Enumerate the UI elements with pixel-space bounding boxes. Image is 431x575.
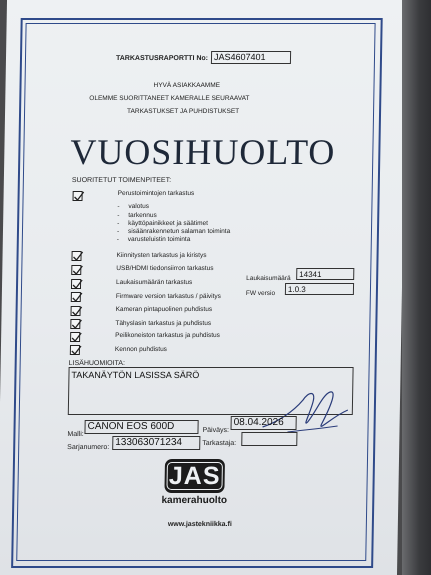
basic-sub-dash-2: -	[117, 212, 120, 219]
basic-sub-dash-1: -	[117, 203, 120, 210]
shutter-count-label: Laukaisumäärä	[246, 275, 291, 282]
inspector-label: Tarkastaja:	[202, 440, 237, 447]
intro-line-1: HYVÄ ASIAKKAAMME	[153, 82, 221, 89]
check-label-4: Firmware version tarkastus / päivitys	[115, 293, 222, 300]
checkbox-check-6	[70, 319, 80, 329]
check-label-1: Kiinnitysten tarkastus ja kiristys	[116, 252, 207, 259]
checkbox-check-5	[71, 306, 81, 316]
logo-text: JAS	[168, 462, 221, 490]
check-icon	[70, 331, 83, 344]
basic-sub-dash-3: -	[117, 220, 120, 227]
check-label-8: Kennon puhdistus	[114, 346, 168, 353]
basic-sub-2: tarkennus	[128, 212, 157, 219]
checkbox-check-2	[71, 265, 81, 275]
check-icon	[70, 305, 83, 318]
check-label-5: Kameran pintapuolinen puhdistus	[115, 306, 213, 313]
check-icon	[72, 190, 85, 203]
model-field: CANON EOS 600D	[84, 420, 198, 434]
check-icon	[71, 264, 84, 277]
shutter-count-field: 14341	[296, 268, 354, 280]
measures-heading: SUORITETUT TOIMENPITEET:	[71, 177, 172, 184]
basic-sub-3: käyttöpainikkeet ja säätimet	[128, 220, 209, 227]
check-label-3: Laukaisumäärän tarkastus	[116, 279, 193, 286]
check-label-6: Tähyslasin tarkastus ja puhdistus	[115, 320, 212, 327]
checkbox-check-4	[71, 292, 81, 302]
basic-check-label: Perustoimintojen tarkastus	[117, 190, 195, 197]
checkbox-basic	[73, 191, 83, 201]
model-label: Malli:	[67, 431, 84, 438]
basic-sub-4: sisäänrakennetun salaman toiminta	[127, 228, 231, 235]
check-label-2: USB/HDMI tiedonsiirron tarkastus	[116, 265, 214, 272]
basic-sub-1: valotus	[128, 203, 150, 210]
inspector-field	[241, 432, 297, 446]
logo-subtext: kamerahuolto	[161, 495, 228, 506]
basic-sub-dash-5: -	[116, 236, 120, 243]
fw-version-label: FW versio	[245, 290, 276, 297]
basic-sub-5: varusteluistin toiminta	[127, 236, 191, 243]
background-surface	[402, 0, 431, 575]
notes-label: LISÄHUOMIOITA:	[68, 360, 126, 367]
check-icon	[71, 278, 84, 291]
intro-line-2: OLEMME SUORITTANEET KAMERALLE SEURAAVAT	[89, 95, 250, 102]
check-icon	[70, 318, 83, 331]
jas-logo	[158, 459, 229, 509]
report-number-label: TARKASTUSRAPORTTI No:	[115, 55, 209, 62]
report-number-field: JAS4607401	[211, 51, 291, 64]
checkbox-check-3	[71, 279, 81, 289]
website-text: www.jastekniikka.fi	[167, 521, 232, 528]
serial-label: Sarjanumero:	[67, 444, 110, 451]
document-title: VUOSIHUOLTO	[70, 132, 336, 172]
date-label: Päiväys:	[202, 427, 230, 434]
serial-field: 133063071234	[112, 436, 200, 450]
intro-line-3: TARKASTUKSET JA PUHDISTUKSET	[127, 108, 240, 115]
checkbox-check-7	[70, 332, 80, 342]
notes-text: TAKANÄYTÖN LASISSA SÄRÖ	[71, 370, 200, 380]
fw-version-field: 1.0.3	[285, 283, 354, 295]
check-icon	[71, 291, 84, 304]
basic-sub-dash-4: -	[116, 228, 120, 235]
check-label-7: Peilikoneiston tarkastus ja puhdistus	[115, 332, 221, 339]
date-field: 08.04.2026	[231, 416, 297, 430]
check-icon	[71, 250, 84, 263]
check-icon	[70, 344, 83, 357]
checkbox-check-8	[70, 345, 80, 355]
checkbox-check-1	[71, 251, 81, 261]
